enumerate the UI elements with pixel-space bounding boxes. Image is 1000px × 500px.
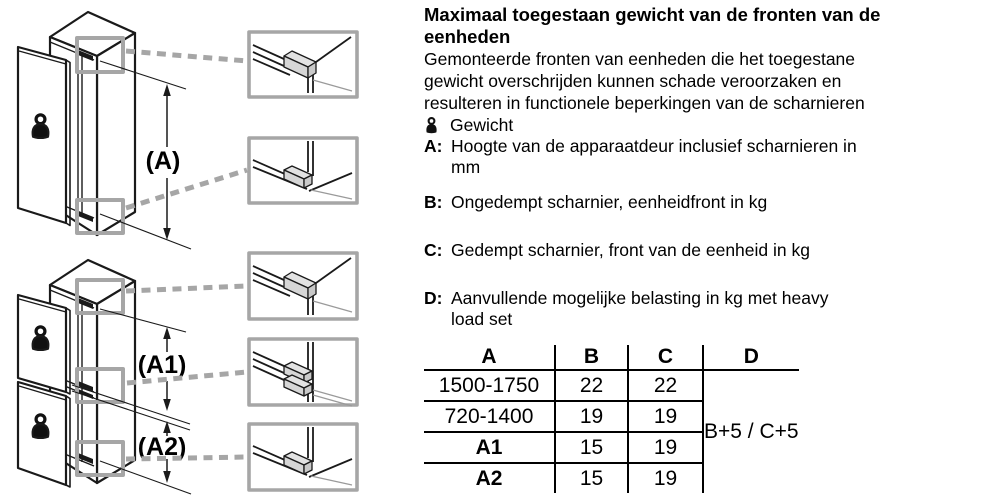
- table-cell: 720-1400: [424, 401, 555, 432]
- hinge-detail-callout-middle: [249, 339, 357, 406]
- intro-line: gewicht overschrijden kunnen schade veroorzaken en: [424, 71, 842, 91]
- table-header-c: C: [628, 345, 703, 370]
- hinge-detail-callout-bottom: [249, 138, 357, 203]
- table-header-row: [424, 345, 799, 370]
- legend-item-a: A: Hoogte van de apparaatdeur inclusief scharnieren in mm: [424, 136, 857, 177]
- callout-connector: [126, 286, 247, 291]
- installation-diagrams: [0, 0, 420, 500]
- dimension-a2: [138, 421, 187, 483]
- table-cell: 22: [555, 370, 628, 401]
- legend-item-weight: [424, 114, 857, 136]
- table-cell: 15: [555, 463, 628, 493]
- table-cell: 22: [628, 370, 703, 401]
- table-cell: A2: [475, 466, 503, 490]
- double-door-unit-diagram: [18, 253, 357, 494]
- legend-item-b: B: Ongedempt scharnier, eenheidfront in kg: [424, 192, 768, 212]
- callout-connector: [126, 51, 247, 61]
- intro-line: Gemonteerde fronten van eenheden die het toegestane: [424, 49, 856, 69]
- legend-item-c: C: Gedempt scharnier, front van de eenheid in kg: [424, 240, 810, 260]
- table-cell-d-merged: B+5 / C+5: [703, 370, 799, 493]
- dimension-label-a1: (A1): [137, 351, 187, 379]
- table-cell: 19: [555, 401, 628, 432]
- legend-weight-label: Gewicht: [450, 114, 514, 135]
- intro-paragraph: [424, 48, 865, 114]
- hinge-detail-callout-bottom: [249, 424, 357, 490]
- table-cell: 19: [628, 432, 703, 463]
- legend-item-d: D: Aanvullende mogelijke belasting in kg met heavy load set: [424, 288, 829, 329]
- dimension-a1: [138, 327, 187, 411]
- dimension-a: [146, 84, 181, 240]
- hinge-detail-callout-top: [249, 253, 357, 319]
- dimension-label-a: (A): [145, 147, 181, 175]
- table-header-d: D: [703, 345, 799, 370]
- table-header-a: A: [424, 345, 555, 370]
- intro-line: resulteren in functionele beperkingen van de scharnieren: [424, 93, 865, 113]
- table-header-b: B: [555, 345, 628, 370]
- table-cell: A1: [424, 432, 555, 463]
- single-door-unit-diagram: [18, 12, 357, 249]
- callout-connector: [126, 457, 247, 459]
- table-cell: 19: [628, 463, 703, 493]
- table-cell: 19: [628, 401, 703, 432]
- hinge-detail-callout-top: [249, 32, 357, 97]
- table-cell: 15: [555, 432, 628, 463]
- table-row: [424, 370, 799, 401]
- title-line: eenheden: [424, 26, 511, 47]
- table-cell: 1500-1750: [424, 370, 555, 401]
- legend: [424, 114, 857, 330]
- hinge-weight-table: [424, 345, 799, 493]
- title-line: Maximaal toegestaan gewicht van de fronten van de: [424, 4, 881, 25]
- dimension-label-a2: (A2): [137, 433, 187, 461]
- section-title: [424, 4, 880, 48]
- callout-connector: [126, 170, 247, 208]
- weight-icon: [424, 116, 440, 134]
